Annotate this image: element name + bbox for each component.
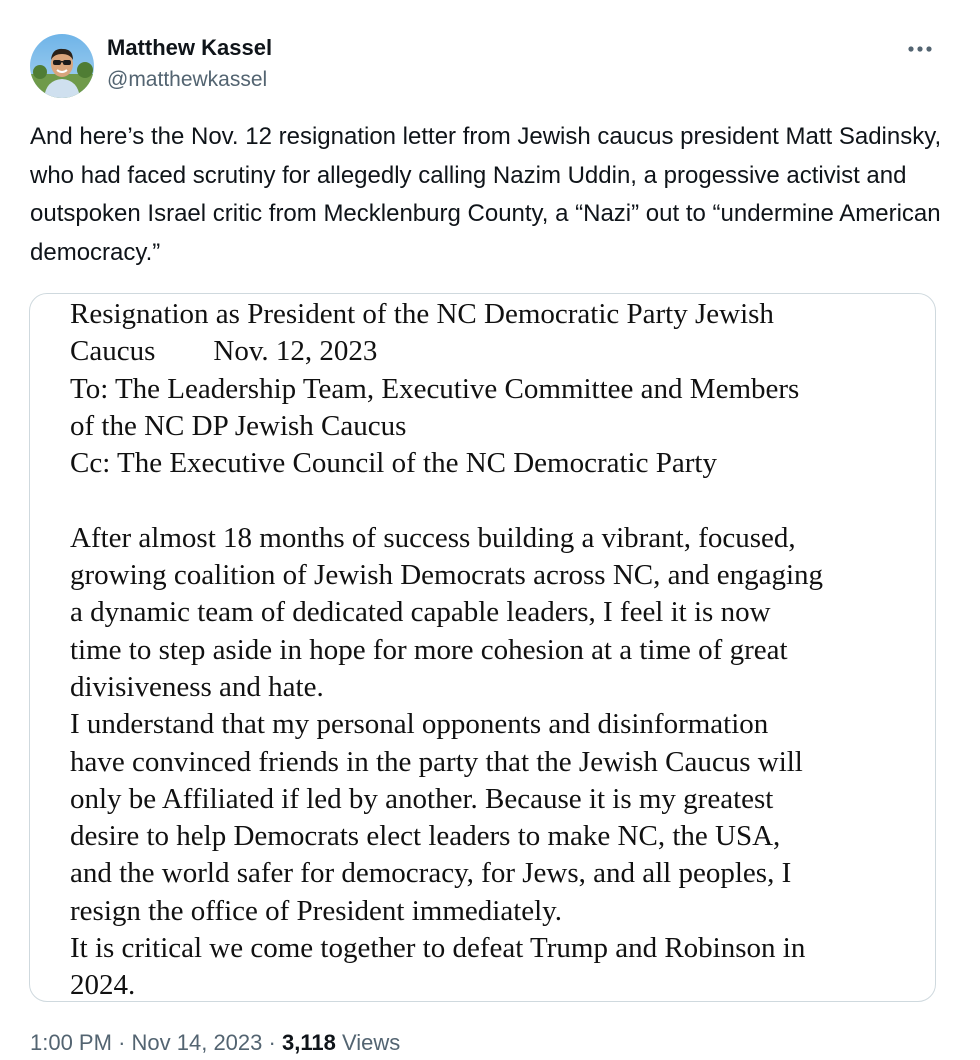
attached-image[interactable]	[29, 293, 936, 1002]
letter-to-line: of the NC DP Jewish Caucus	[70, 409, 407, 442]
letter-title-line: Resignation as President of the NC Democratic Party Jewish	[70, 298, 774, 330]
letter-title-caucus: Caucus	[70, 335, 156, 368]
views-label: Views	[341, 1030, 401, 1055]
letter-body-line: 2024.	[70, 969, 136, 1002]
tweet-metadata	[30, 1026, 400, 1060]
more-options-button[interactable]	[898, 34, 942, 64]
letter-spacer	[70, 482, 930, 519]
letter-cc-line: Cc: The Executive Council of the NC Democratic Party	[70, 447, 717, 480]
tweet-time[interactable]: 1:00 PM	[30, 1030, 112, 1055]
letter-body-line: divisiveness and hate.	[70, 670, 324, 703]
meta-separator: ·	[268, 1030, 276, 1055]
author-handle[interactable]: @matthewkassel	[107, 68, 268, 91]
letter-to-line: To: The Leadership Team, Executive Committee and Members	[70, 372, 800, 405]
letter-body-line: only be Affiliated if led by another. Because it is my greatest	[70, 782, 774, 815]
more-horizontal-icon	[907, 45, 933, 53]
letter-date: Nov. 12, 2023	[213, 335, 378, 368]
views-count: 3,118	[281, 1030, 336, 1055]
letter-body-line: desire to help Democrats elect leaders to make NC, the USA,	[70, 820, 781, 853]
letter-body-line: I understand that my personal opponents and disinformation	[70, 708, 769, 741]
tweet-text	[30, 118, 950, 272]
letter-body-line: growing coalition of Jewish Democrats across NC, and engaging	[70, 559, 824, 592]
meta-separator: ·	[118, 1030, 126, 1055]
letter-body-line: It is critical we come together to defeat Trump and Robinson in	[70, 932, 806, 965]
letter-body-line: and the world safer for democracy, for Jews, and all peoples, I	[70, 857, 792, 890]
resignation-letter	[70, 296, 930, 1002]
tweet-text-body: And here’s the Nov. 12 resignation letter from Jewish caucus president Matt Sadinsky, who had faced scrutiny for allegedly calling Nazim Uddin, a progessive activist and outspoken Israel critic from Mecklenburg County, a “Nazi” out to “undermine American democracy.”	[30, 123, 942, 266]
letter-body-line: a dynamic team of dedicated capable leaders, I feel it is now	[70, 596, 771, 629]
avatar[interactable]	[30, 34, 94, 98]
letter-body-line: time to step aside in hope for more cohesion at a time of great	[70, 633, 788, 666]
letter-body-line: have convinced friends in the party that the Jewish Caucus will	[70, 745, 803, 778]
letter-title-date-line	[70, 333, 930, 370]
avatar-photo-icon	[30, 34, 94, 98]
tweet-date[interactable]: Nov 14, 2023	[131, 1030, 263, 1055]
author-display-name[interactable]: Matthew Kassel	[107, 35, 273, 60]
letter-body-line: After almost 18 months of success building a vibrant, focused,	[70, 521, 796, 554]
letter-body-line: resign the office of President immediately.	[70, 894, 563, 927]
